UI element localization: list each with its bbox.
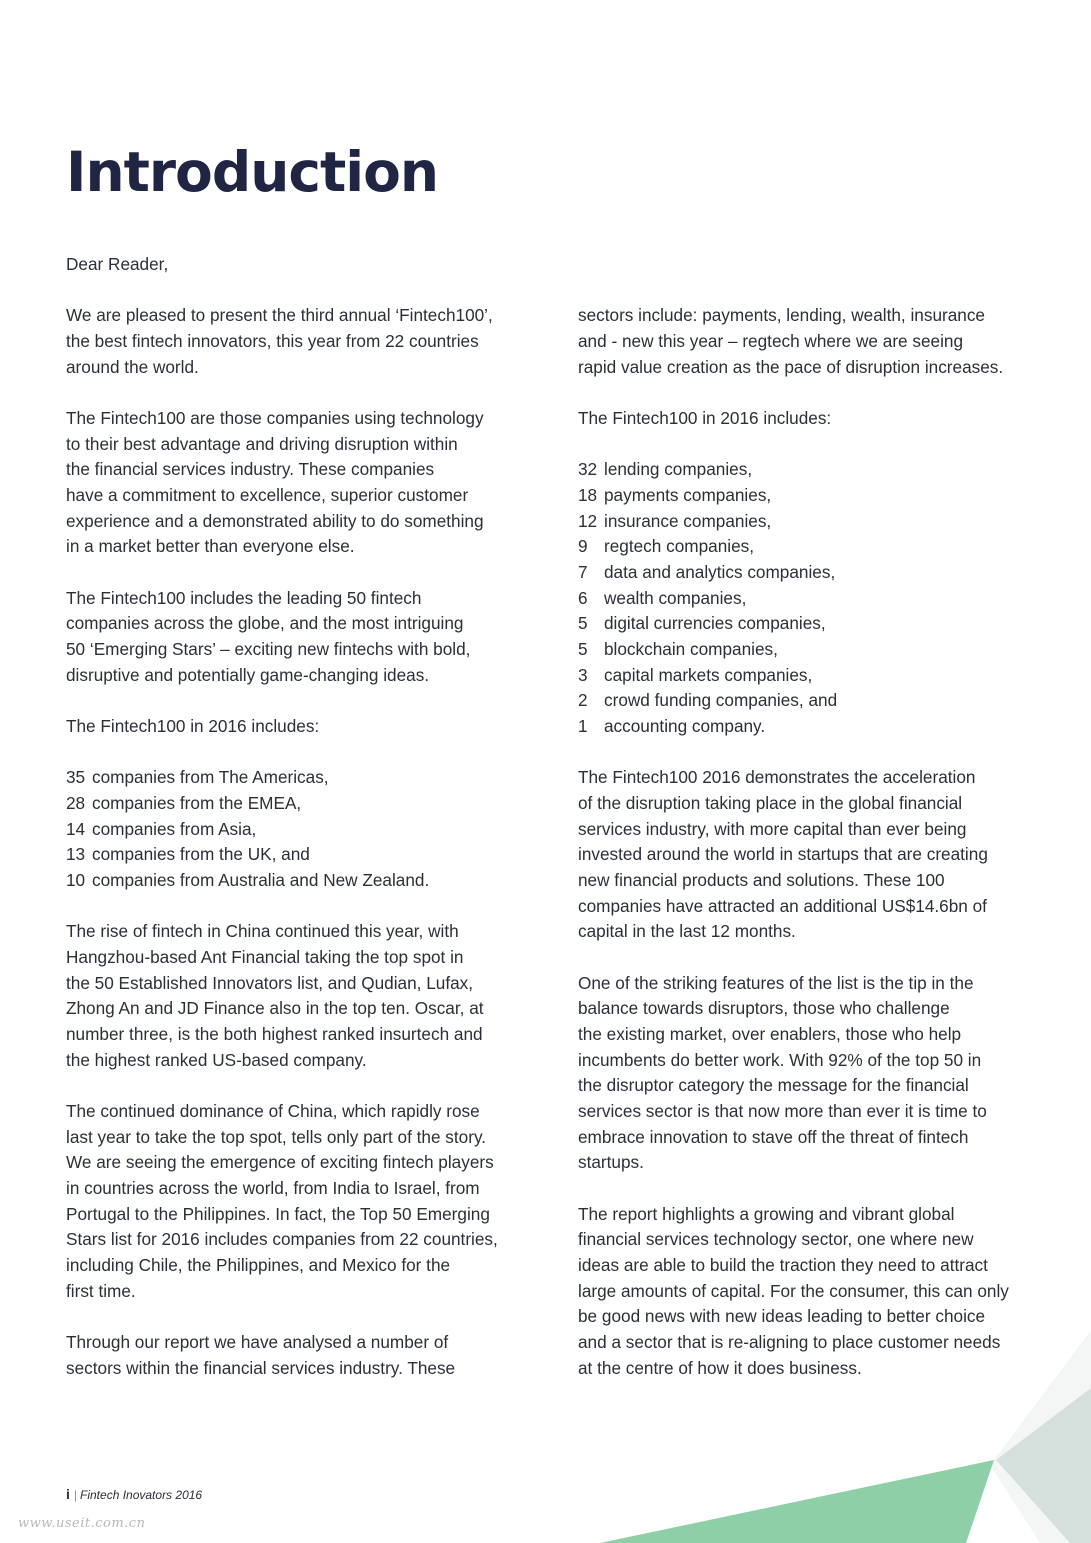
text-line: incumbents do better work. With 92% of the top 50 in xyxy=(578,1050,982,1070)
list-item-label: capital markets companies, xyxy=(604,665,813,685)
text-line: One of the striking features of the list is the tip in the xyxy=(578,973,974,993)
text-line: including Chile, the Philippines, and Mexico for the xyxy=(66,1255,451,1275)
text-line: the best fintech innovators, this year from 22 countries xyxy=(66,331,479,351)
text-line: disruptive and potentially game-changing ideas. xyxy=(66,665,430,685)
text-line: We are seeing the emergence of exciting fintech players xyxy=(66,1152,494,1172)
salutation: Dear Reader, xyxy=(66,254,169,274)
text-line: Stars list for 2016 includes companies from 22 countries, xyxy=(66,1229,498,1249)
page-title: Introduction xyxy=(66,140,439,204)
list-item-label: companies from The Americas, xyxy=(92,767,329,787)
text-line: The rise of fintech in China continued this year, with xyxy=(66,921,459,941)
text-line: 50 ‘Emerging Stars’ – exciting new fintechs with bold, xyxy=(66,639,471,659)
list-item-label: data and analytics companies, xyxy=(604,562,836,582)
watermark: www.useit.com.cn xyxy=(18,1516,146,1531)
text-line: at the centre of how it does business. xyxy=(578,1358,862,1378)
text-line: startups. xyxy=(578,1152,644,1172)
list-item-label: wealth companies, xyxy=(604,588,747,608)
list-item-count: 1 xyxy=(578,716,588,736)
text-line: companies have attracted an additional US$14.6bn of xyxy=(578,896,987,916)
list-item-count: 2 xyxy=(578,690,588,710)
text-line: The Fintech100 are those companies using technology xyxy=(66,408,484,428)
text-line: large amounts of capital. For the consumer, this can only xyxy=(578,1281,1009,1301)
footer xyxy=(66,1486,202,1502)
list-item-count: 7 xyxy=(578,562,588,582)
list-item-count: 18 xyxy=(578,485,598,505)
text-line: and a sector that is re-aligning to place customer needs xyxy=(578,1332,1001,1352)
text-line: have a commitment to excellence, superior customer xyxy=(66,485,469,505)
text-line: services sector is that now more than ever it is time to xyxy=(578,1101,987,1121)
list-item-label: lending companies, xyxy=(604,459,753,479)
list-item-count: 12 xyxy=(578,511,598,531)
list-item-count: 10 xyxy=(66,870,86,890)
text-line: embrace innovation to stave off the threat of fintech xyxy=(578,1127,969,1147)
list-item-count: 13 xyxy=(66,844,86,864)
text-line: The report highlights a growing and vibrant global xyxy=(578,1204,955,1224)
list-item-label: companies from the EMEA, xyxy=(92,793,302,813)
text-line: and - new this year – regtech where we are seeing xyxy=(578,331,964,351)
text-line: the highest ranked US-based company. xyxy=(66,1050,367,1070)
text-line: the financial services industry. These companies xyxy=(66,459,435,479)
text-line: the 50 Established Innovators list, and Qudian, Lufax, xyxy=(66,973,474,993)
text-line: rapid value creation as the pace of disruption increases. xyxy=(578,357,1004,377)
text-line: in countries across the world, from India to Israel, from xyxy=(66,1178,480,1198)
text-line: The Fintech100 2016 demonstrates the acceleration xyxy=(578,767,976,787)
text-line: Portugal to the Philippines. In fact, the Top 50 Emerging xyxy=(66,1204,490,1224)
text-line: the disruptor category the message for the financial xyxy=(578,1075,969,1095)
text-line: around the world. xyxy=(66,357,199,377)
text-line: invested around the world in startups that are creating xyxy=(578,844,988,864)
page-number: i xyxy=(66,1486,70,1502)
text-line: sectors within the financial services industry. These xyxy=(66,1358,456,1378)
text-line: in a market better than everyone else. xyxy=(66,536,355,556)
list-item-label: crowd funding companies, and xyxy=(604,690,838,710)
list-item-count: 14 xyxy=(66,819,86,839)
decor-shape-green xyxy=(600,1460,994,1543)
list-item-label: accounting company. xyxy=(604,716,766,736)
text-line: to their best advantage and driving disruption within xyxy=(66,434,458,454)
text-line: companies across the globe, and the most intriguing xyxy=(66,613,464,633)
list-item-label: companies from Australia and New Zealand. xyxy=(92,870,430,890)
text-line: Hangzhou-based Ant Financial taking the top spot in xyxy=(66,947,464,967)
list-item-count: 5 xyxy=(578,639,588,659)
sectors-heading: The Fintech100 in 2016 includes: xyxy=(578,408,832,428)
text-line: capital in the last 12 months. xyxy=(578,921,796,941)
list-item-count: 3 xyxy=(578,665,588,685)
list-item-label: digital currencies companies, xyxy=(604,613,826,633)
text-line: number three, is the both highest ranked insurtech and xyxy=(66,1024,483,1044)
text-line: balance towards disruptors, those who challenge xyxy=(578,998,950,1018)
list-item-count: 35 xyxy=(66,767,86,787)
list-item-label: regtech companies, xyxy=(604,536,754,556)
text-line: The continued dominance of China, which rapidly rose xyxy=(66,1101,480,1121)
list-item-label: blockchain companies, xyxy=(604,639,778,659)
text-line: ideas are able to build the traction they need to attract xyxy=(578,1255,988,1275)
text-line: We are pleased to present the third annual ‘Fintech100’, xyxy=(66,305,493,325)
list-item-count: 6 xyxy=(578,588,588,608)
text-line: of the disruption taking place in the global financial xyxy=(578,793,963,813)
text-line: financial services technology sector, one where new xyxy=(578,1229,974,1249)
text-line: services industry, with more capital than ever being xyxy=(578,819,967,839)
list-item-count: 5 xyxy=(578,613,588,633)
text-line: be good news with new ideas leading to better choice xyxy=(578,1306,986,1326)
text-line: new financial products and solutions. These 100 xyxy=(578,870,945,890)
list-item-count: 28 xyxy=(66,793,86,813)
text-line: first time. xyxy=(66,1281,136,1301)
list-item-count: 32 xyxy=(578,459,598,479)
text-line: last year to take the top spot, tells only part of the story. xyxy=(66,1127,487,1147)
text-line: Zhong An and JD Finance also in the top ten. Oscar, at xyxy=(66,998,484,1018)
list-item-label: insurance companies, xyxy=(604,511,772,531)
text-line: Through our report we have analysed a number of xyxy=(66,1332,449,1352)
text-line: the existing market, over enablers, those who help xyxy=(578,1024,962,1044)
document-title: Fintech Inovators 2016 xyxy=(80,1488,203,1502)
list-item-label: companies from the UK, and xyxy=(92,844,310,864)
text-line: The Fintech100 includes the leading 50 fintech xyxy=(66,588,422,608)
footer-separator: | xyxy=(73,1488,78,1502)
list-item-label: companies from Asia, xyxy=(92,819,257,839)
text-line: experience and a demonstrated ability to do something xyxy=(66,511,484,531)
list-item-count: 9 xyxy=(578,536,588,556)
regions-heading: The Fintech100 in 2016 includes: xyxy=(66,716,320,736)
text-line: sectors include: payments, lending, wealth, insurance xyxy=(578,305,985,325)
list-item-label: payments companies, xyxy=(604,485,772,505)
